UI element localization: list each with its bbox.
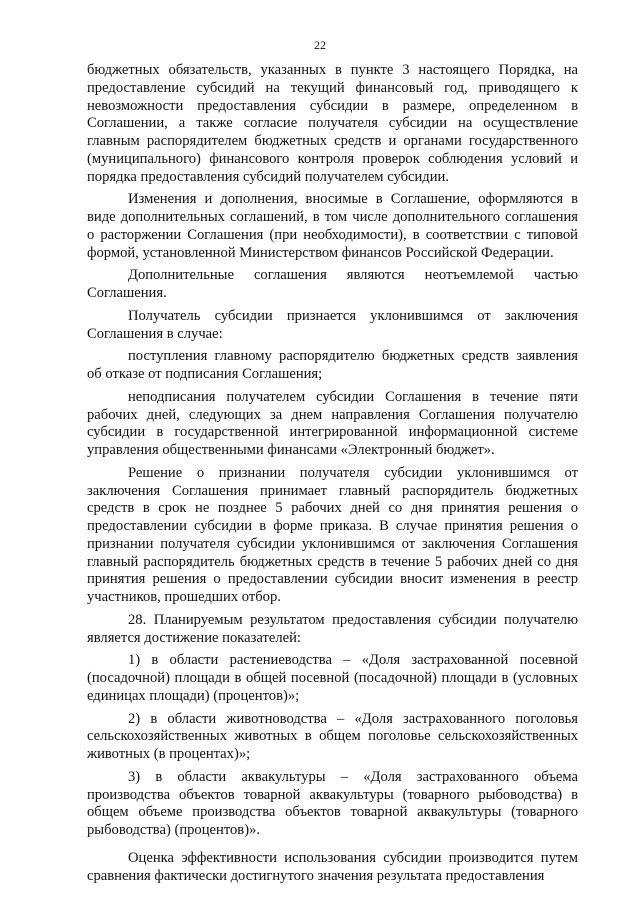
paragraph-indicator-livestock: 2) в области животноводства – «Доля застрахованного поголовья сельскохозяйственных животных в общем поголовье сельскохозяйственных животных (в процентах)»;	[87, 710, 578, 762]
paragraph-evasion-case-refusal: поступления главному распорядителю бюджетных средств заявления об отказе от подписания Соглашения;	[87, 348, 578, 382]
paragraph-evasion-intro: Получатель субсидии признается уклонившимся от заключения Соглашения в случае:	[87, 307, 578, 342]
page-number: 22	[314, 38, 326, 52]
paragraph-amendments: Изменения и дополнения, вносимые в Соглашение, оформляются в виде дополнительных соглашений, в том числе дополнительного соглашения о расторжении Соглашения (при необходимости), в соответствии с типовой формой, установленной Министерством финансов Российской Федерации.	[87, 191, 578, 261]
paragraph-efficiency-assessment: Оценка эффективности использования субсидии производится путем сравнения фактически достигнутого значения результата предоставления	[87, 849, 578, 884]
paragraph-additional-agreements: Дополнительные соглашения являются неотъемлемой частью Соглашения.	[87, 267, 578, 301]
paragraph-item-28: 28. Планируемым результатом предоставления субсидии получателю является достижение показателей:	[87, 611, 578, 646]
paragraph-evasion-case-unsigned: неподписания получателем субсидии Соглашения в течение пяти рабочих дней, следующих за днем направления Соглашения получателю субсидии в государственной интегрированной информационной системе управления общественными финансами «Электронный бюджет».	[87, 388, 578, 458]
document-body	[87, 62, 578, 885]
paragraph-evasion-decision: Решение о признании получателя субсидии уклонившимся от заключения Соглашения принимает главный распорядитель бюджетных средств в срок не позднее 5 рабочих дней со дня принятия решения о предоставлении субсидии в форме приказа. В случае принятия решения о признании получателя субсидии уклонившимся от заключения Соглашения главный распорядитель бюджетных средств в течение 5 рабочих дней со дня принятия решения о предоставлении субсидии вносит изменения в реестр участников, прошедших отбор.	[87, 464, 578, 605]
paragraph-continuation: бюджетных обязательств, указанных в пункте 3 настоящего Порядка, на предоставление субсидий на текущий финансовый год, приводящего к невозможности предоставления субсидии в размере, определенном в Соглашении, а также согласие получателя субсидии на осуществление главным распорядителем бюджетных средств и органами государственного (муниципального) финансового контроля проверок соблюдения условий и порядка предоставления субсидий получателем субсидии.	[87, 62, 578, 185]
paragraph-indicator-aquaculture: 3) в области аквакультуры – «Доля застрахованного объема производства объектов товарной аквакультуры (товарного рыбоводства) в общем объеме производства объектов товарной аквакультуры (товарного рыбоводства) (процентов)».	[87, 768, 578, 838]
paragraph-indicator-crop: 1) в области растениеводства – «Доля застрахованной посевной (посадочной) площади в общей посевной (посадочной) площади в (условных единицах площади) (процентов)»;	[87, 652, 578, 704]
